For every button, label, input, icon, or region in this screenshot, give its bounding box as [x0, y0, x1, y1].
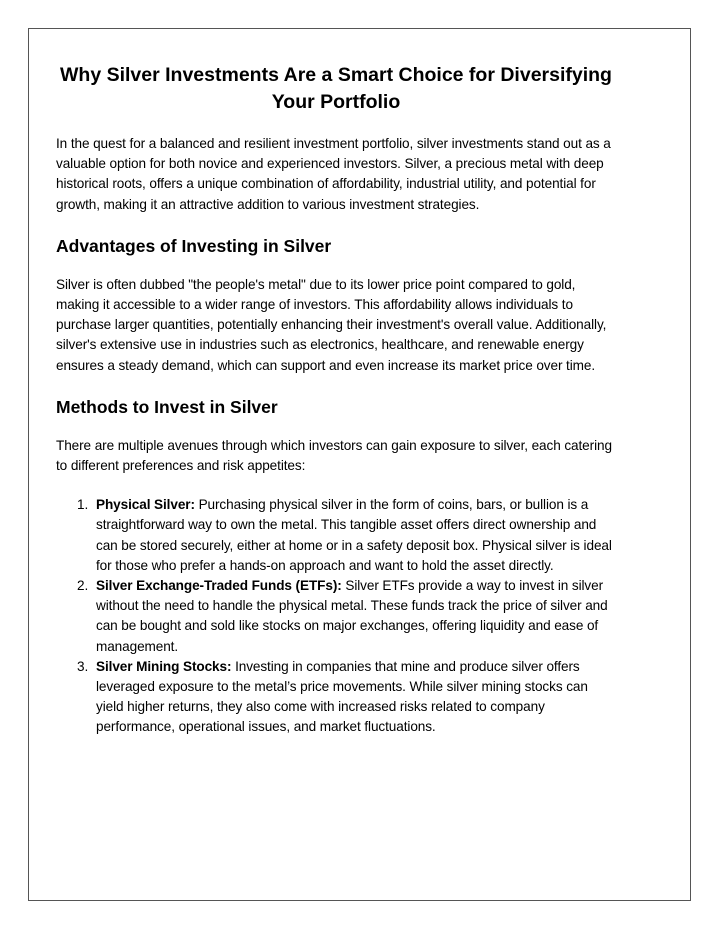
- methods-list: [56, 495, 616, 737]
- section-heading-methods: Methods to Invest in Silver: [56, 396, 278, 417]
- list-number: 2.: [77, 578, 89, 594]
- intro-paragraph: In the quest for a balanced and resilient investment portfolio, silver investments stand out as a valuable option for both novice and experienced investors. Silver, a precious metal with deep historical roots, offers a unique combination of affordability, industrial utility, and potential for growth, making it an attractive addition to various investment strategies.: [56, 136, 611, 212]
- section-body-methods: There are multiple avenues through which investors can gain exposure to silver, each catering to different preferences and risk appetites:: [56, 437, 612, 474]
- list-term: Silver Exchange-Traded Funds (ETFs):: [96, 578, 342, 594]
- list-text: Investing in companies that mine and produce silver offers leveraged exposure to the metal’s price movements. While silver mining stocks can yield higher returns, they also come with increased risks related to company performance, operational issues, and market fluctuations.: [96, 658, 588, 735]
- section-body-advantages: Silver is often dubbed "the people's metal" due to its lower price point compared to gold, making it accessible to a wider range of investors. This affordability allows individuals to purchase larger quantities, potentially enhancing their investment's overall value. Additionally, silver's extensive use in industries such as electronics, healthcare, and renewable energy ensures a steady demand, which can support and even increase its market price over time.: [56, 276, 607, 373]
- list-text: Silver ETFs provide a way to invest in silver without the need to handle the physical metal. These funds track the price of silver and can be bought and sold like stocks on major exchanges, offering liquidity and ease of management.: [96, 578, 608, 654]
- list-number: 1.: [77, 497, 89, 513]
- list-text: Purchasing physical silver in the form of coins, bars, or bullion is a straightforward way to own the metal. This tangible asset offers direct ownership and can be stored securely, either at home or in a safety deposit box. Physical silver is ideal for those who prefer a hands-on approach and want to hold the asset directly.: [96, 497, 612, 573]
- list-term: Silver Mining Stocks:: [96, 658, 232, 674]
- page-title: Why Silver Investments Are a Smart Choice for Diversifying Your Portfolio: [60, 64, 612, 113]
- document-body: [56, 62, 616, 738]
- list-term: Physical Silver:: [96, 497, 195, 513]
- list-item-silver-mining-stocks: [77, 657, 616, 738]
- list-item-silver-etfs: [77, 576, 616, 657]
- list-number: 3.: [77, 658, 89, 674]
- list-item-physical-silver: [77, 495, 616, 576]
- section-heading-advantages: Advantages of Investing in Silver: [56, 235, 332, 256]
